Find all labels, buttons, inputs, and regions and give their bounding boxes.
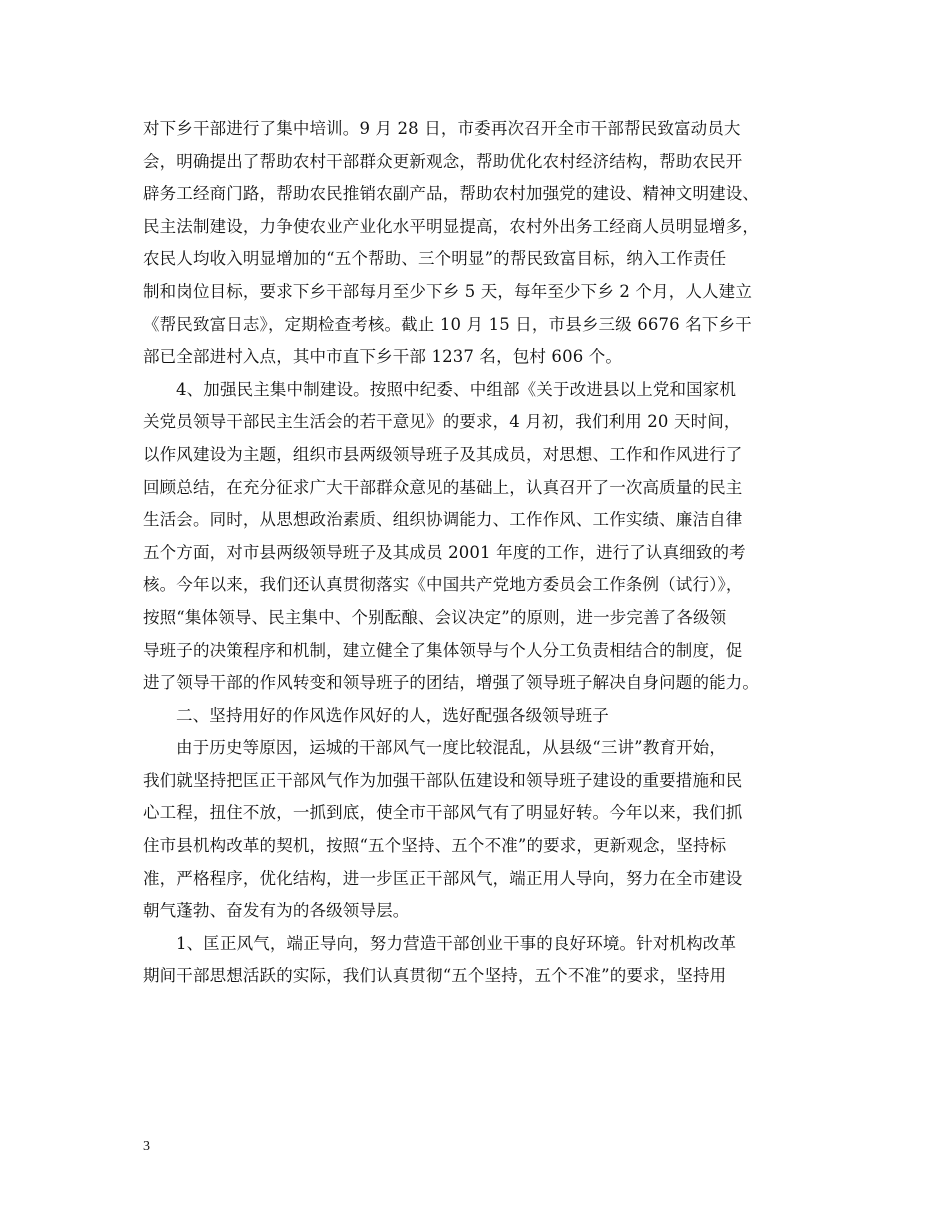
text-line: 4、加强民主集中制建设。按照中纪委、中组部《关于改进县以上党和国家机 — [176, 379, 737, 399]
text-line: 对下乡干部进行了集中培训。9 月 28 日，市委再次召开全市干部帮民致富动员大 — [143, 119, 741, 138]
text-line: 我们就坚持把匡正干部风气作为加强干部队伍建设和领导班子建设的重要措施和民 — [143, 770, 743, 790]
text-line: 朝气蓬勃、奋发有为的各级领导层。 — [143, 901, 410, 921]
text-line: 生活会。同时，从思想政治素质、组织协调能力、工作作风、工作实绩、廉洁自律 — [143, 510, 743, 530]
text-line: 期间干部思想活跃的实际，我们认真贯彻“五个坚持，五个不准”的要求，坚持用 — [143, 966, 727, 986]
text-line: 制和岗位目标，要求下乡干部每月至少下乡 5 天，每年至少下乡 2 个月，人人建立 — [143, 281, 752, 301]
text-line: 关党员领导干部民主生活会的若干意见》的要求，4 月初，我们利用 20 天时间， — [143, 412, 741, 432]
text-line: 导班子的决策程序和机制，建立健全了集体领导与个人分工负责相结合的制度，促 — [143, 640, 743, 660]
text-line: 进了领导干部的作风转变和领导班子的团结，增强了领导班子解决自身问题的能力。 — [143, 673, 760, 693]
text-line: 农民人均收入明显增加的“五个帮助、三个明显”的帮民致富目标，纳入工作责任 — [143, 249, 727, 269]
text-line: 《帮民致富日志》，定期检查考核。截止 10 月 15 日，市县乡三级 6676 名下乡干 — [143, 314, 752, 334]
text-line: 会，明确提出了帮助农村干部群众更新观念，帮助优化农村经济结构，帮助农民开 — [143, 151, 743, 171]
text-line: 由于历史等原因，运城的干部风气一度比较混乱，从县级“三讲”教育开始， — [176, 738, 726, 758]
text-line: 核。今年以来，我们还认真贯彻落实《中国共产党地方委员会工作条例（试行）》， — [143, 575, 743, 595]
text-line: 按照“集体领导、民主集中、个别酝酿、会议决定”的原则，进一步完善了各级领 — [143, 607, 727, 627]
text-line: 住市县机构改革的契机，按照“五个坚持、五个不准”的要求，更新观念，坚持标 — [143, 836, 727, 856]
text-line: 心工程，扭住不放，一抓到底，使全市干部风气有了明显好转。今年以来，我们抓 — [143, 803, 743, 823]
text-line: 五个方面，对市县两级领导班子及其成员 2001 年度的工作，进行了认真细致的考 — [143, 542, 746, 562]
text-line: 二、坚持用好的作风选作风好的人，选好配强各级领导班子 — [176, 705, 609, 725]
text-line: 部已全部进村入点，其中市直下乡干部 1237 名，包村 606 个。 — [143, 347, 623, 367]
text-line: 1、匡正风气，端正导向，努力营造干部创业干事的良好环境。针对机构改革 — [176, 933, 737, 953]
page-number: 3 — [143, 1139, 150, 1154]
document-body — [143, 113, 813, 993]
text-line: 民主法制建设，力争使农业产业化水平明显提高，农村外出务工经商人员明显增多， — [143, 216, 760, 236]
text-line: 准，严格程序，优化结构，进一步匡正干部风气，端正用人导向，努力在全市建设 — [143, 868, 743, 888]
text-line: 以作风建设为主题，组织市县两级领导班子及其成员，对思想、工作和作风进行了 — [143, 444, 743, 464]
text-line: 辟务工经商门路，帮助农民推销农副产品，帮助农村加强党的建设、精神文明建设、 — [143, 184, 760, 204]
text-line: 回顾总结，在充分征求广大干部群众意见的基础上，认真召开了一次高质量的民主 — [143, 477, 743, 497]
